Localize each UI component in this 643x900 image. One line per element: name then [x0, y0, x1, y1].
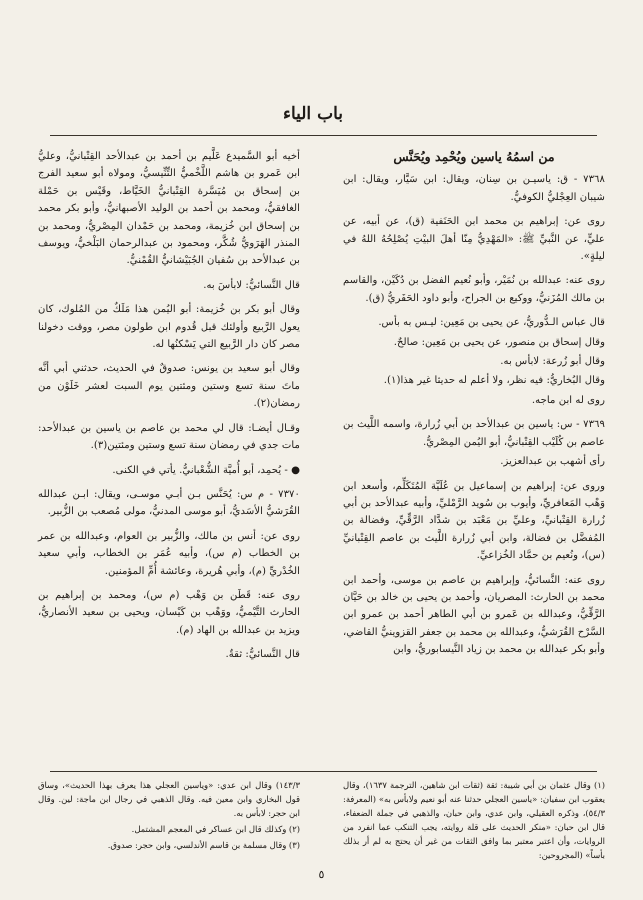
footnote-1-cont: ١٤٣/٣) وقال ابن عدي: «وياسين العجلي هذا يعرف بهذا الحديث»، وساق قول البخاري وابن معين فيه. وقال الذهبي في رجال ابن ماجة: لين. وقال ابن حجر: لابأس به.: [38, 780, 300, 818]
footnotes-right: [343, 778, 605, 864]
footnote-1: (١) وقال عثمان بن أبي شيبة: ثقة (ثقات ابن شاهين، الترجمة ١٦٣٧)، وقال يعقوب ابن سفيان: «ياسين العجلي حدثنا عنه أبو نعيم ولابأس به» (المعرفة: ٥٤/٣)، وذكره العقيلي، وابن عدي، وابن حبان، والذهبي في جملة الضعفاء، قال ابن حبان: «منكر الحديث على قلة روايته، يجب التنكب عما انفرد من الروايات، وأن اعتبر معتبر بما وافق الثقات من غير أن يحتج به لم أر بذلك بأساً» (المجروحين:: [343, 780, 605, 860]
entry-7370-narrated-from: روى عن: أنس بن مالك، والزُّبير بن العوام، وعبدالله بن عمر بن الخطاب (م س)، وأبيه عُمَر بن الخطاب، وأبي سعيد الخُدْريِّ (م)، وأبي هُريرة، وعائشة أُمِّ المؤمنين.: [38, 530, 300, 577]
entry-7369-saw: رأى أشهب بن عبدالعزيز.: [500, 456, 605, 468]
section-heading: من اسمُهُ ياسين ويُحْمِد ويُحَنَّس: [393, 149, 555, 164]
footnotes-left: [38, 778, 300, 854]
cross-reference-yuhmid: ● - يُحمِد، أبو أُميَّة الشُّعْبانيُّ. يأتي في الكنى.: [112, 464, 300, 476]
entry-7368-narrated-from: روى عن: إبراهيم بن محمد ابن الحَنَفية (ق)، عن أبيه، عن عليٍّ، عن النَّبيِّ ﷺ: «المَهْدِيُّ مِنّا أهلَ البيْتِ يُصْلِحُهُ اللهُ في ليلةٍ».: [343, 216, 605, 263]
entry-7369-opinion-ibn-yunus: وقال أبو سعيد بن يونس: صدوقٌ في الحديث، حدثني أبي أنَّه ماتَ سنة تسع وستين ومئتين يوم السبت لعشر خَلَوْن من رمضان(٢).: [38, 363, 300, 410]
entry-7368-header: ٧٣٦٨ - ق: ياسيـن بن سِنان، ويقال: ابن سَيَّار، ويقال: ابن شيبان العِجْليُّ الكوفيُّ.: [343, 174, 605, 203]
footnote-3: (٣) وقال مسلمة بن قاسم الأندلسي، وابن حجر: صدوق.: [107, 840, 300, 850]
left-column: [38, 148, 300, 671]
chapter-title: باب الياء: [282, 104, 343, 124]
entry-7368-narrated-by: روى عنه: عبدالله بن نُمَيْر، وأبو نُعيم الفضل بن دُكَيْن، والقاسم بن مالك المُزَنيُّ، ووكيع بن الجراح، وأبو داود الحَفَريُّ (ق).: [343, 275, 605, 304]
entry-7369-opinion-ibn-yunus-2: وقـال أيضـا: قال لي محمد بن عاصم بن ياسين بن عبدالأحد: مات جدي في رمضان سنة تسع وستين ومئتين(٣).: [38, 422, 300, 452]
entry-7369-narrated-from: وروى عن: إبراهيم بن إسماعيل بن عُلَيَّة المُتَكَلِّم، وأسعد ابن وَهْب المَعافريِّ، وأيوب بن سُويد الرَّمْليِّ، وأبيه عبدالأحد بن أبي زُرارة القِتْبانيِّ، وعليِّ بن مَعْبَد بن شدَّاد الرَّقِّيِّ، وفضالة بن المُفضَّل بن فضالة، وابن أبي زُرارة اللَّيث بن عاصم القِتْبانيِّ (س)، ونُعيم بن حمَّاد الخُزاعيِّ.: [343, 480, 605, 562]
header-rule: [50, 135, 597, 136]
entry-7370-header: ٧٣٧٠ - م س: يُحَنَّس بـن أبـي موسـى، ويقال: ابـن عبدالله القُرَشيُّ الأسَديُّ، أبو موسى المدنيُّ، مولى مُصعب بن الزُّبير.: [38, 488, 300, 518]
entry-7370-opinion-nasai: قال النَّسائيُّ: ثقةٌ.: [225, 649, 300, 661]
entry-7368-opinion-ishaq: وقال إسحاق بن منصور، عن يحيى بن مَعِين: صالحٌ.: [393, 336, 605, 348]
footnote-2: (٢) وكذلك قال ابن عساكر في المعجم المشتمل.: [131, 824, 300, 834]
entry-7369-header: ٧٣٦٩ - س: ياسين بن عبدالأحد بن أبي زُرارة، واسمه اللَّيث بن عاصم بن كُلَيْب القِتْبانيُّ، أبو اليُمن المِصْريُّ.: [343, 419, 605, 448]
entry-7369-narrated-by-cont: أخيه أبو السَّميدع عَلَّيم بن أحمد بن عبدالأحد القِتْبانيُّ، وعليُّ ابن عَمرو بن هاشم اللَّخْميُّ التِّنِّيسيُّ، ومولاه أبو سعيد الفرج بن إسحاق بن مُيَسَّرة القِتْبانيُّ الخَيَّاط، وقَيْس بن حَمْلة الغافقيُّ، ومحمد بن أحمد بن الوليد الأصبهانيُّ، وأبو بكر محمد بن إسحاق ابن خُزيمة، ومحمد بن حَمْدان المِصْريُّ، ومحمد بن المنذر الهَرَويُّ شُكَّر، ومحمود بن عبدالرحمان البَلْخيُّ، ويوسف بن عبدالأحد بن سُفيان الجُبَيْشانيُّ القُمْنيُّ.: [38, 151, 300, 267]
entry-7370-narrated-by: روى عنه: قَطَن بن وَهْب (م س)، ومحمد بن إبراهيم بن الحارث التَّيْميُّ، ووَهْب بن كَيْسان، ويحيى بن سعيد الأنصاريُّ، ويزيد بن عبدالله بن الهاد (م).: [38, 589, 300, 636]
entry-7369-opinion-nasai: قال النَّسائيُّ: لابأسَ به.: [203, 279, 300, 291]
page-number: ٥: [318, 868, 325, 881]
entry-7369-narrated-by: روى عنه: النَّسائيُّ، وإبراهيم بن عاصم بن موسى، وأحمد ابن محمد بن الحارث: المصريان، وأحمد بن يحيى بن خالد بن حَيَّان الرَّقِّيُّ، وعبدالله بن عَمرو بن أبي الطاهر أحمد بن عمرو ابن السَّرْح القُرَشيُّ، وعبدالله بن محمد بن جعفر القزوينيُّ القاضي، وأبو بكر عبدالله بن محمد بن زياد النَّيسابوريُّ، وابن: [343, 574, 605, 656]
right-column: [343, 148, 605, 666]
entry-7369-opinion-ibn-khuzayma: وقال أبو بكر بن خُزيمة: أبو اليُمن هذا مَلَكٌ من المُلوك، كان يعول الرَّبيع وأولئك قبل قُدوم ابن طولون مصر، ووقت دخولنا مصر كان دار الرَّبيع التي يَسْكنُها له.: [38, 304, 300, 351]
entry-7368-opinion-bukhari: وقال البُخاريُّ: فيه نظر، ولا أعلم له حديثا غير هذا(١).: [383, 375, 605, 387]
footnote-rule: [50, 771, 597, 772]
entry-7368-opinion-abu-zura: وقال أبو زُرعة: لابأس به.: [500, 356, 605, 368]
entry-7368-opinion-duri: قال عباس الـدُّوريُّ، عن يحيى بن مَعِين: ليـس به بأس.: [378, 317, 605, 329]
entry-7368-reported-by: روى له ابن ماجه.: [531, 394, 605, 406]
